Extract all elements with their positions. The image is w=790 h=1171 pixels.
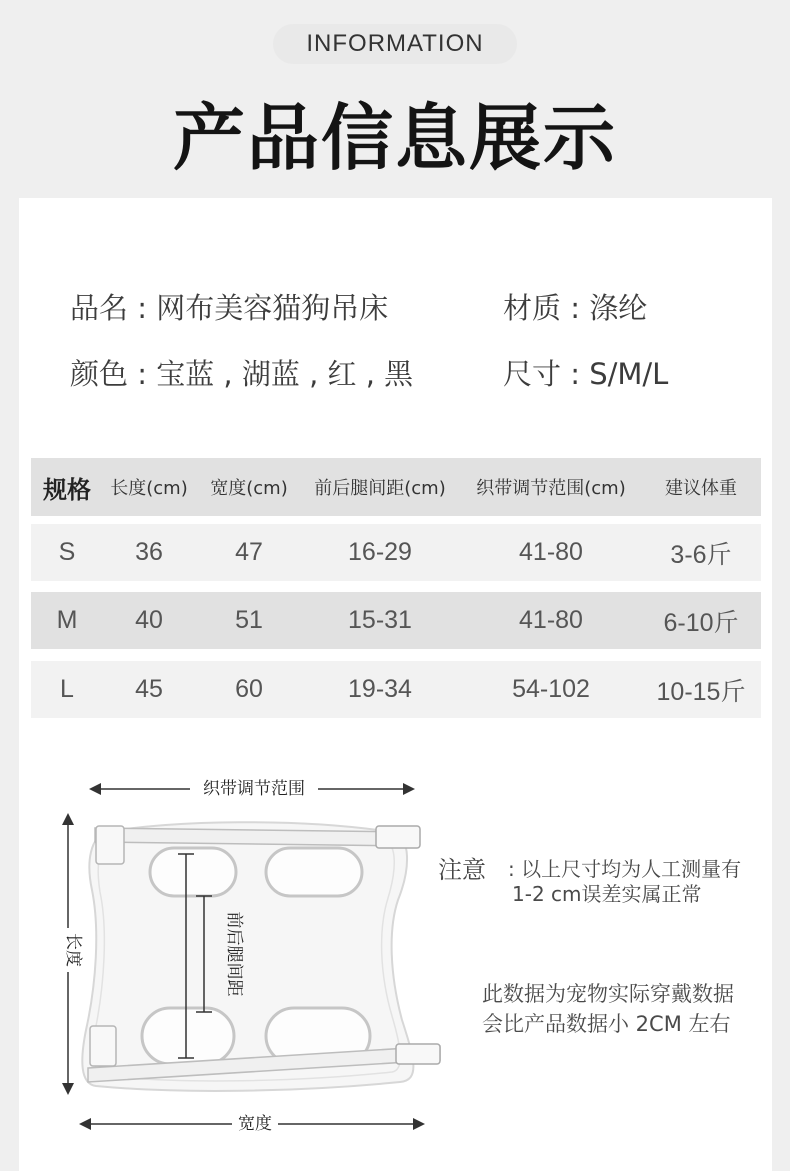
table-cell: 41-80	[519, 606, 583, 634]
table-cell: 10-15斤	[656, 677, 746, 706]
table-cell: 47	[235, 538, 263, 566]
note-title: 注意	[438, 856, 486, 884]
table-cell: 19-34	[348, 675, 412, 703]
product-name: 品名 : 网布美容猫狗吊床	[70, 291, 389, 325]
table-cell: 60	[235, 675, 263, 703]
header-width: 宽度(cm)	[210, 478, 288, 499]
leg-hole-front-right	[266, 848, 362, 896]
product-material: 材质 : 涤纶	[503, 291, 648, 325]
note-line-2: 1-2 cm误差实属正常	[512, 882, 702, 906]
leg-hole-back-left	[142, 1008, 234, 1064]
header-spec: 规格	[43, 475, 91, 504]
table-cell: L	[60, 675, 74, 703]
table-cell: 3-6斤	[670, 540, 732, 569]
table-cell: S	[58, 538, 76, 566]
top-strap-buckle	[376, 826, 420, 848]
product-sizes: 尺寸 : S/M/L	[503, 357, 669, 391]
table-cell: 16-29	[348, 538, 412, 566]
table-cell: M	[56, 606, 78, 634]
top-strap-end	[96, 826, 124, 864]
leg-hole-front-left	[150, 848, 236, 896]
table-cell: 54-102	[512, 675, 590, 703]
table-cell: 51	[235, 606, 263, 634]
length-label: 长度	[63, 933, 83, 967]
note-line-4: 会比产品数据小 2CM 左右	[482, 1012, 731, 1036]
table-cell: 41-80	[519, 538, 583, 566]
header-length: 长度(cm)	[110, 478, 188, 499]
page-title: 产品信息展示	[172, 96, 617, 180]
note-line-3: 此数据为宠物实际穿戴数据	[482, 982, 734, 1006]
bottom-strap-end	[90, 1026, 116, 1066]
table-cell: 6-10斤	[663, 608, 739, 637]
header-leg-distance: 前后腿间距(cm)	[314, 478, 446, 499]
header-weight: 建议体重	[665, 478, 737, 499]
strap-range-label: 织带调节范围	[203, 779, 305, 799]
header-strap-range: 织带调节范围(cm)	[476, 478, 626, 499]
table-cell: 36	[135, 538, 163, 566]
width-label: 宽度	[238, 1114, 272, 1134]
information-tag: INFORMATION	[273, 24, 517, 64]
table-cell: 45	[135, 675, 163, 703]
top-strap	[95, 828, 412, 846]
product-colors: 颜色 : 宝蓝 , 湖蓝 , 红 , 黑	[70, 357, 414, 391]
table-cell: 15-31	[348, 606, 412, 634]
table-cell: 40	[135, 606, 163, 634]
note-line-1: : 以上尺寸均为人工测量有	[508, 857, 742, 881]
leg-distance-label: 前后腿间距	[224, 911, 244, 997]
bottom-strap-buckle	[396, 1044, 440, 1064]
